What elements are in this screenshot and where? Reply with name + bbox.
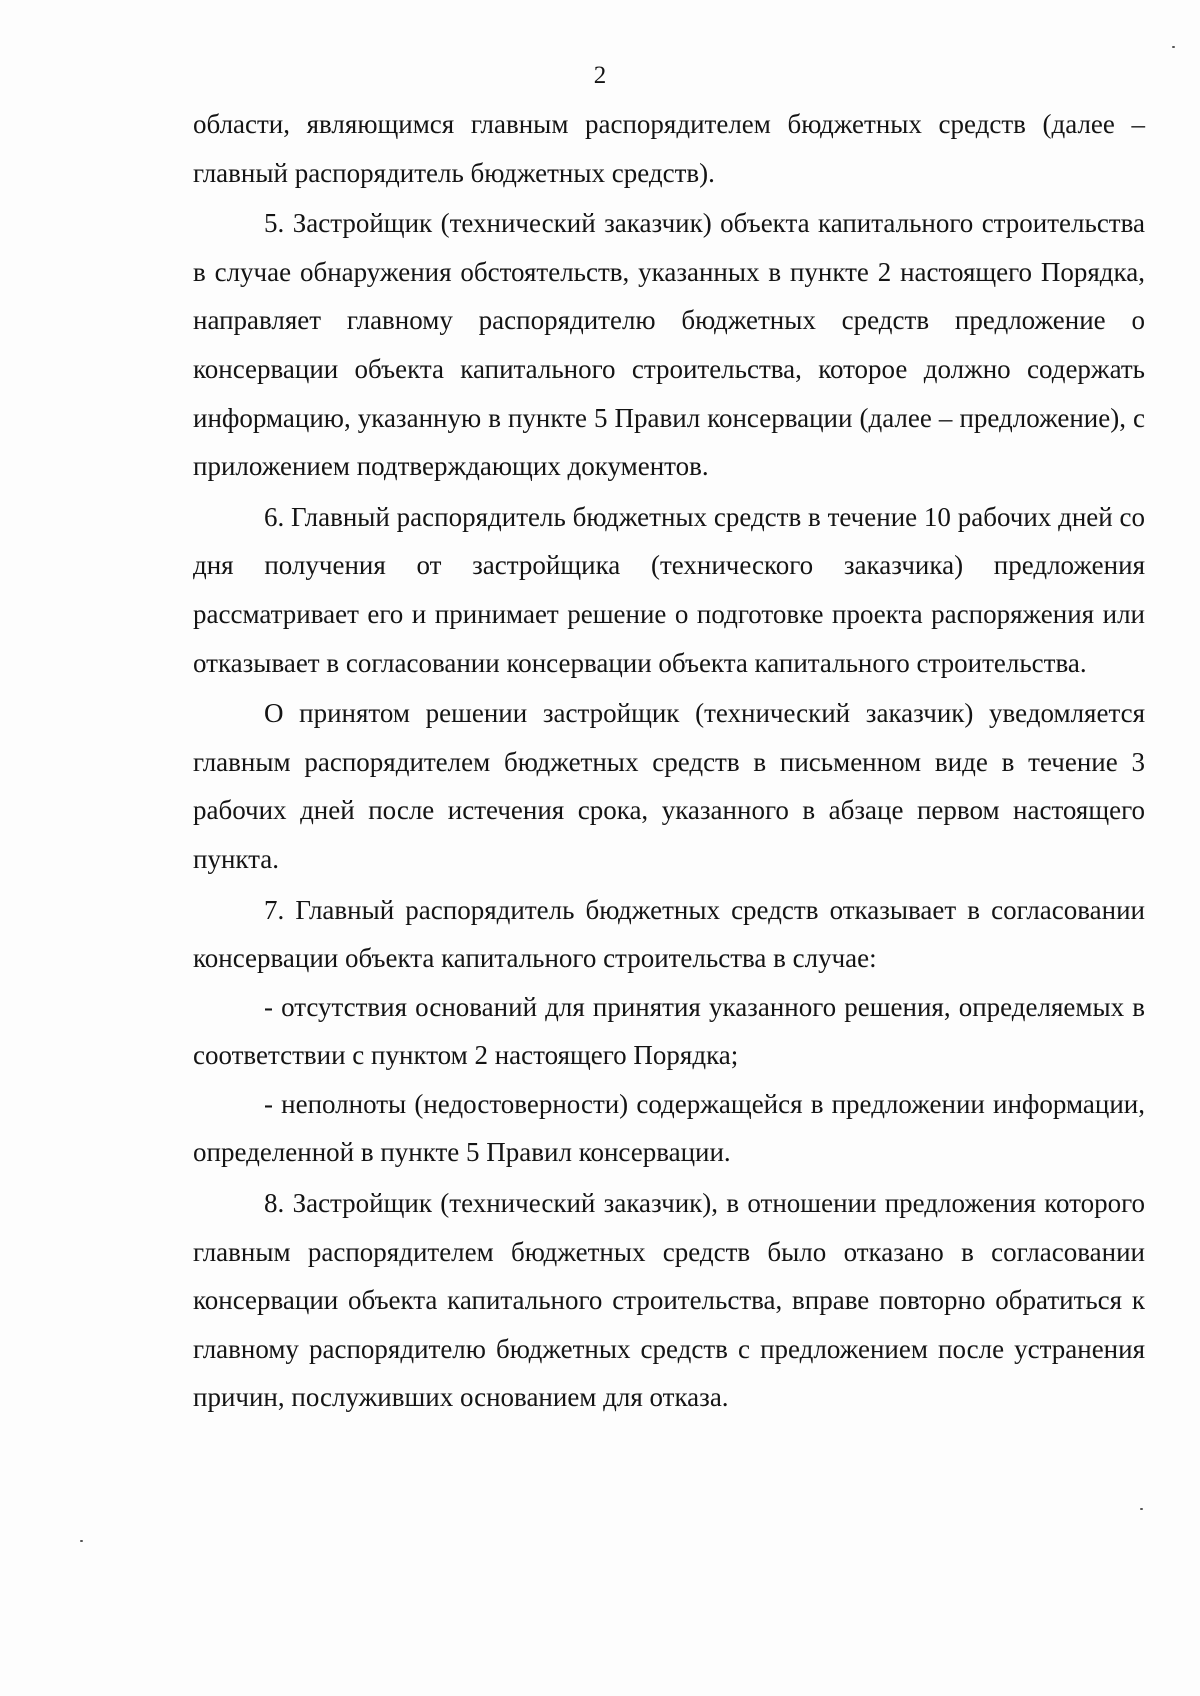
- paragraph-item-7: 7. Главный распорядитель бюджетных средств отказывает в согласовании консервации объекта капитального строительства в случае:: [193, 894, 1145, 974]
- paragraph-continuation: области, являющимся главным распорядителем бюджетных средств (далее – главный распорядитель бюджетных средств).: [193, 109, 1145, 188]
- paragraph-item-6: 6. Главный распорядитель бюджетных средств в течение 10 рабочих дней со дня получения от застройщика (технического заказчика) предложения рассматривает его и принимает решение о подготовке проекта распоряжения или отказывает в согласовании консервации объекта капитального строительства.: [193, 501, 1145, 678]
- paragraph-item-6-notice: О принятом решении застройщик (технический заказчик) уведомляется главным распорядителем бюджетных средств в письменном виде в течение 3 рабочих дней после истечения срока, указанного в абзаце первом настоящего пункта.: [193, 698, 1145, 874]
- page-number: 2: [593, 62, 607, 89]
- paragraph-item-5: 5. Застройщик (технический заказчик) объекта капитального строительства в случае обнаружения обстоятельств, указанных в пункте 2 настоящего Порядка, направляет главному распорядителю бюджетных средств предложение о консервации объекта капитального строительства, которое должно содержать информацию, указанную в пункте 5 Правил консервации (далее – предложение), с приложением подтверждающих документов.: [193, 208, 1145, 482]
- scan-speck: [1140, 1508, 1143, 1510]
- document-body: [193, 100, 1145, 1422]
- paragraph-item-7-reason-2: - неполноты (недостоверности) содержащейся в предложении информации, определенной в пункте 5 Правил консервации.: [193, 1088, 1145, 1168]
- scan-speck: [80, 1540, 83, 1542]
- paragraph-item-8: 8. Застройщик (технический заказчик), в отношении предложения которого главным распорядителем бюджетных средств было отказано в согласовании консервации объекта капитального строительства, вправе повторно обратиться к главному распорядителю бюджетных средств с предложением после устранения причин, послуживших основанием для отказа.: [193, 1188, 1145, 1413]
- paragraph-item-7-reason-1: - отсутствия оснований для принятия указанного решения, определяемых в соответствии с пунктом 2 настоящего Порядка;: [193, 991, 1145, 1071]
- scan-speck: [1172, 46, 1175, 48]
